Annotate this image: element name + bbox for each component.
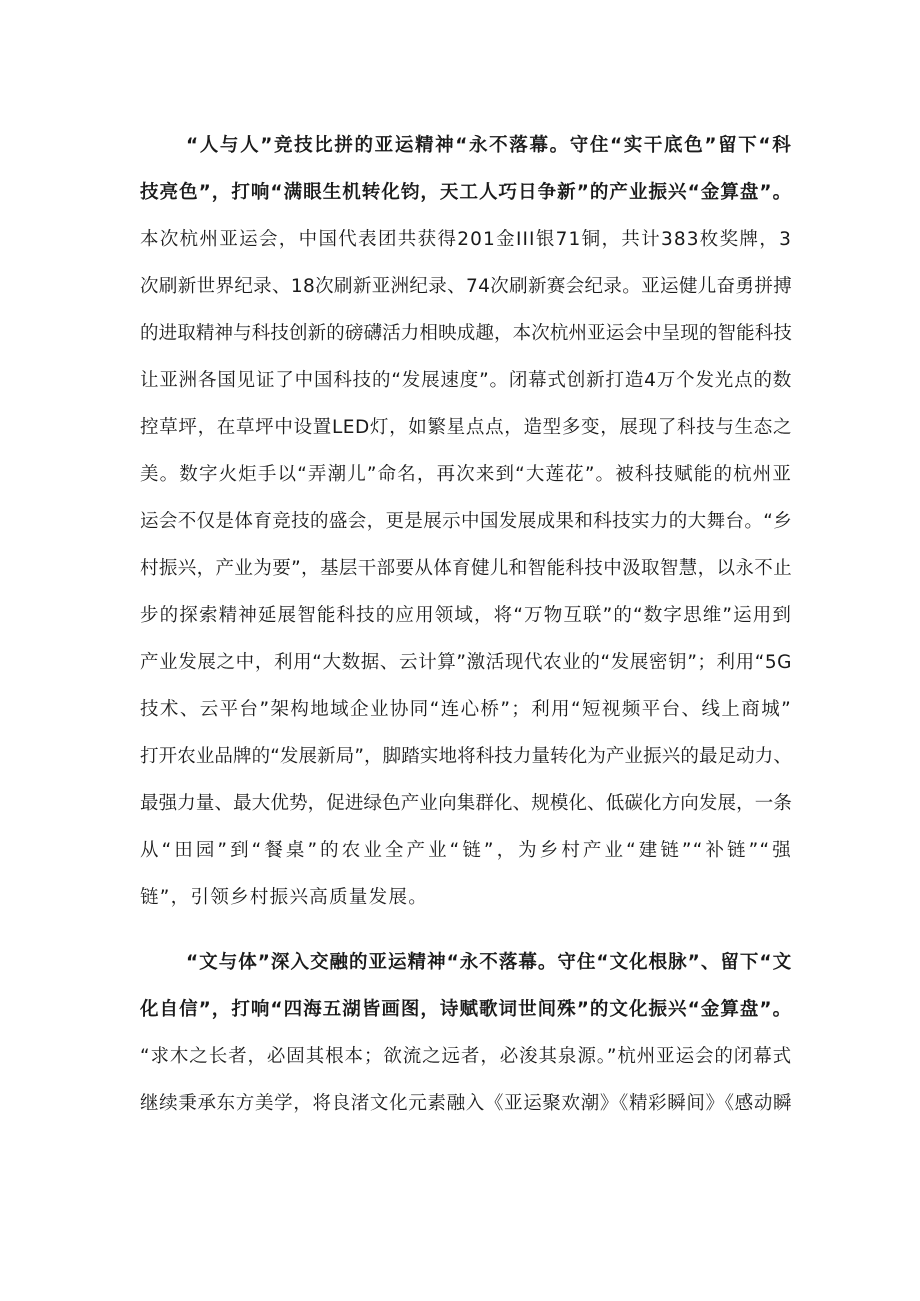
section1-body-line-3: 的进取精神与科技创新的磅礴活力相映成趣，本次杭州亚运会中呈现的智能科技	[140, 323, 792, 344]
section1-body-line-15: 链”，引领乡村振兴高质量发展。	[140, 887, 429, 908]
section1-body-line-14: 从“田园”到“餐桌”的农业全产业“链”，为乡村产业“建链”“补链”“强	[140, 840, 792, 861]
section1-body-line-6: 美。数字火炬手以“弄潮儿”命名，再次来到“大莲花”。被科技赋能的杭州亚	[140, 464, 792, 485]
section2-body-line-1: “求木之长者，必固其根本；欲流之远者，必浚其泉源。”杭州亚运会的闭幕式	[140, 1046, 792, 1067]
section2-body-line-2: 继续秉承东方美学，将良渚文化元素融入《亚运聚欢潮》《精彩瞬间》《感动瞬	[140, 1093, 792, 1114]
section1-body-line-7: 运会不仅是体育竞技的盛会，更是展示中国发展成果和科技实力的大舞台。“乡	[140, 511, 792, 532]
section1-body-line-5: 控草坪，在草坪中设置LED灯，如繁星点点，造型多变，展现了科技与生态之	[140, 417, 792, 438]
section1-body-line-9: 步的探索精神延展智能科技的应用领域，将“万物互联”的“数字思维”运用到	[140, 605, 792, 626]
section1-body-line-10: 产业发展之中，利用“大数据、云计算”激活现代农业的“发展密钥”；利用“5G	[140, 652, 792, 673]
section1-body-line-2: 次刷新世界纪录、18次刷新亚洲纪录、74次刷新赛会纪录。亚运健儿奋勇拼搏	[140, 276, 792, 297]
section1-body-line-13: 最强力量、最大优势，促进绿色产业向集群化、规模化、低碳化方向发展，一条	[140, 793, 792, 814]
section1-body-line-11: 技术、云平台”架构地域企业协同“连心桥”；利用“短视频平台、线上商城”	[140, 699, 792, 720]
section1-body-line-4: 让亚洲各国见证了中国科技的“发展速度”。闭幕式创新打造4万个发光点的数	[140, 370, 792, 391]
section2-heading-line-2: 化自信”，打响“四海五湖皆画图，诗赋歌词世间殊”的文化振兴“金算盘”。	[140, 999, 792, 1020]
section1-heading-line-1: “人与人”竞技比拼的亚运精神“永不落幕。守住“实干底色”留下“科	[186, 135, 792, 156]
section1-heading-line-2: 技亮色”，打响“满眼生机转化钧，天工人巧日争新”的产业振兴“金算盘”。	[140, 182, 792, 203]
section1-body-line-1: 本次杭州亚运会，中国代表团共获得201金III银71铜，共计383枚奖牌，3	[140, 229, 792, 250]
section1-body-line-8: 村振兴，产业为要”，基层干部要从体育健儿和智能科技中汲取智慧，以永不止	[140, 558, 792, 579]
section2-heading-line-1: “文与体”深入交融的亚运精神“永不落幕。守住“文化根脉”、留下“文	[186, 952, 792, 973]
section1-body-line-12: 打开农业品牌的“发展新局”，脚踏实地将科技力量转化为产业振兴的最足动力、	[140, 746, 792, 767]
